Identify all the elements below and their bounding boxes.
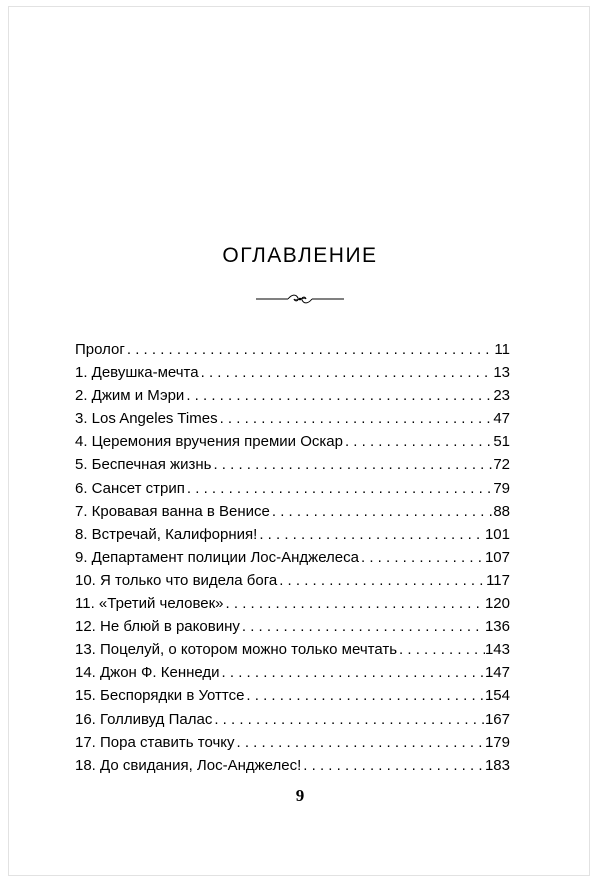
toc-entry (75, 338, 510, 361)
toc-entry-page: 79 (493, 479, 510, 497)
flourish-ornament-icon (254, 292, 346, 306)
toc-entry-title: 2. Джим и Мэри (75, 387, 185, 405)
toc-entry-page: 167 (484, 710, 510, 728)
toc-entry-title: 10. Я только что видела бога (75, 571, 278, 589)
toc-entry-page: 47 (493, 410, 510, 428)
toc-entry (75, 638, 510, 661)
toc-entry-page: 13 (493, 364, 510, 382)
toc-leader-dots (257, 523, 485, 546)
toc-entry-title: 15. Беспорядки в Уоттсе (75, 687, 245, 705)
toc-entry-title: 1. Девушка-мечта (75, 364, 199, 382)
toc-entry (75, 361, 510, 384)
toc-leader-dots (270, 500, 493, 523)
toc-entry-title: 11. «Третий человек» (75, 595, 224, 613)
toc-leader-dots (240, 615, 485, 638)
toc-entry (75, 523, 510, 546)
toc-entry (75, 407, 510, 430)
toc-entry-page: 179 (484, 733, 510, 751)
toc-entry (75, 453, 510, 476)
toc-entry-page: 154 (484, 687, 510, 705)
toc-entry-page: 51 (493, 433, 510, 451)
toc-entry-title: 7. Кровавая ванна в Венисе (75, 502, 270, 520)
toc-leader-dots (185, 477, 493, 500)
toc-entry (75, 384, 510, 407)
toc-entry (75, 477, 510, 500)
toc-leader-dots (212, 708, 485, 731)
toc-entry-page: 11 (494, 341, 510, 358)
toc-entry (75, 731, 510, 754)
toc-entry-page: 136 (484, 618, 510, 636)
toc-leader-dots (244, 684, 485, 707)
toc-leader-dots (277, 569, 486, 592)
toc-entry (75, 684, 510, 707)
toc-leader-dots (224, 592, 485, 615)
toc-entry-page: 107 (484, 548, 510, 566)
toc-entry-page: 72 (493, 456, 510, 474)
toc-leader-dots (199, 361, 494, 384)
toc-leader-dots (343, 430, 493, 453)
toc-entry-page: 88 (493, 502, 510, 520)
toc-entry-title: 8. Встречай, Калифорния! (75, 525, 258, 543)
toc-entry-page: 23 (493, 387, 510, 405)
toc-entry-title: 6. Сансет стрип (75, 479, 185, 497)
toc-leader-dots (218, 407, 494, 430)
toc-leader-dots (359, 546, 485, 569)
toc-entry-title: 3. Los Angeles Times (75, 410, 218, 428)
toc-leader-dots (211, 453, 493, 476)
toc-entry-page: 101 (484, 525, 510, 543)
toc-entry-page: 143 (484, 641, 510, 659)
toc-list (75, 338, 510, 777)
toc-entry-title: 18. До свидания, Лос-Анджелес! (75, 756, 302, 774)
toc-entry (75, 500, 510, 523)
toc-entry-title: 12. Не блюй в раковину (75, 618, 240, 636)
toc-entry (75, 708, 510, 731)
toc-leader-dots (301, 754, 485, 777)
toc-entry-title: 17. Пора ставить точку (75, 733, 235, 751)
toc-entry-page: 117 (486, 571, 510, 589)
toc-entry-page: 120 (484, 595, 510, 613)
toc-entry (75, 430, 510, 453)
toc-entry-page: 183 (484, 756, 510, 774)
toc-entry-title: 5. Беспечная жизнь (75, 456, 212, 474)
toc-entry (75, 546, 510, 569)
toc-entry (75, 615, 510, 638)
toc-heading: ОГЛАВЛЕНИЕ (222, 244, 378, 267)
toc-entry (75, 569, 510, 592)
toc-entry (75, 592, 510, 615)
toc-leader-dots (220, 661, 485, 684)
toc-entry-page: 147 (484, 664, 510, 682)
toc-entry-title: 4. Церемония вручения премии Оскар (75, 433, 343, 451)
toc-leader-dots (397, 638, 485, 661)
toc-leader-dots (125, 338, 495, 361)
toc-entry-title: 14. Джон Ф. Кеннеди (75, 664, 220, 682)
toc-leader-dots (235, 731, 485, 754)
toc-entry (75, 754, 510, 777)
toc-entry-title: Пролог (75, 341, 125, 358)
toc-entry-title: 9. Департамент полиции Лос-Анджелеса (75, 548, 359, 566)
page-number: 9 (295, 786, 305, 805)
toc-leader-dots (184, 384, 493, 407)
toc-entry-title: 16. Голливуд Палас (75, 710, 213, 728)
toc-entry (75, 661, 510, 684)
toc-entry-title: 13. Поцелуй, о котором можно только мечтать (75, 641, 398, 659)
